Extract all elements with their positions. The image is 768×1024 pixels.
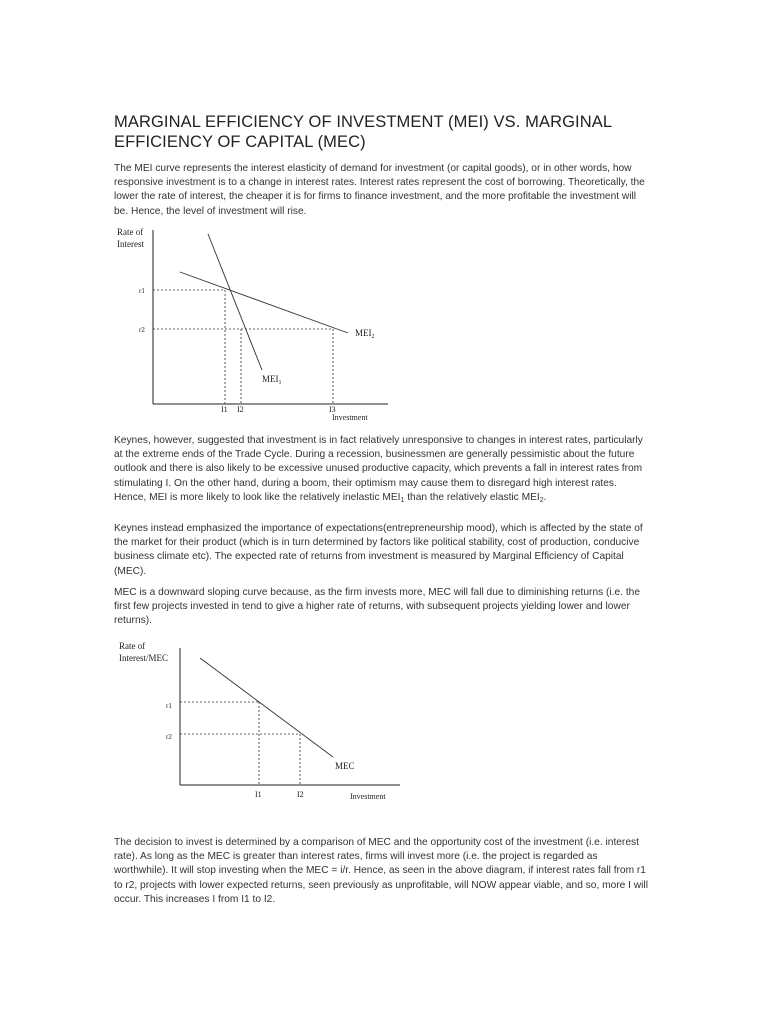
x-tick-i1: I1: [255, 790, 262, 799]
x-tick-i2: I2: [237, 405, 244, 414]
y-tick-r1: r1: [139, 287, 145, 295]
x-tick-i3: I3: [329, 405, 336, 414]
page-title: MARGINAL EFFICIENCY OF INVESTMENT (MEI) VS. MARGINAL EFFICIENCY OF CAPITAL (MEC): [114, 113, 612, 151]
x-tick-i2: I2: [297, 790, 304, 799]
mei-chart-svg: [114, 224, 414, 424]
series-label-mei1: $MEI_1$: [262, 374, 282, 386]
y-tick-r2: r2: [139, 326, 145, 334]
paragraph-expectations: Keynes instead emphasized the importance of expectations(entrepreneurship mood), which is affected by the state of the market for their product (which is in turn determined by factors like political stability, cost of production, conducive business climate etc). The expected rate of returns from investment is measured by Marginal Efficiency of Capital (MEC).: [114, 523, 643, 577]
series-mei1-line: [208, 234, 262, 370]
paragraph-mei-intro: The MEI curve represents the interest elasticity of demand for investment (or capital goods), or in other words, how responsive investment is to a change in interest rates. Interest rates represent the cost of borrowing. Theoretically, the lower the rate of interest, the cheaper it is for firms to finance investment, and the more profitable the investment will be. Hence, the level of investment will rise.: [114, 163, 645, 217]
y-axis-label-line2: Interest: [117, 239, 144, 249]
paragraph-mec: MEC is a downward sloping curve because, as the firm invests more, MEC will fall due to diminishing returns (i.e. the first few projects invested in tend to give a higher rate of returns, with subsequent projects yielding lower and lower returns).: [114, 587, 641, 627]
paragraph-keynes: Keynes, however, suggested that investment is in fact relatively unresponsive to changes in interest rates, particularly at the extreme ends of the Trade Cycle. During a recession, businessmen are generally pessimistic about the future outlook and there is also likely to be excessive unused productive capacity, which prevents a fall in interest rates from stimulating I. On the other hand, during a boom, their optimism may cause them to disregard high interest rates. Hence, MEI is more likely to look like the relatively inelastic $MEI_1$ than the relatively elastic $MEI_2$.: [114, 435, 643, 504]
figure-mei-chart: [114, 224, 414, 424]
y-tick-r1: r1: [166, 702, 172, 710]
y-axis-label-line1: Rate of: [119, 641, 146, 651]
x-axis-label: Investment: [350, 792, 386, 801]
y-axis-label-line1: Rate of: [117, 227, 144, 237]
y-tick-r2: r2: [166, 733, 172, 741]
figure-mec-chart: [114, 638, 414, 808]
series-label-mec: MEC: [335, 761, 355, 771]
series-label-mei2: $MEI_2$: [355, 328, 375, 340]
x-tick-i1: I1: [221, 405, 228, 414]
x-axis-label: Investment: [332, 413, 368, 422]
paragraph-decision: The decision to invest is determined by a comparison of MEC and the opportunity cost of the investment (i.e. interest rate). As long as the MEC is greater than interest rates, firms will invest more (i.e. the project is regarded as worthwhile). It will stop investing when the MEC = i/r. Hence, as seen in the above diagram, if interest rates fall from r1 to r2, projects with lower expected returns, seen previously as unprofitable, will NOW appear viable, and so, more I will occur. This increases I from I1 to I2.: [114, 837, 648, 905]
mec-chart-svg: [114, 638, 414, 808]
y-axis-label-line2: Interest/MEC: [119, 653, 168, 663]
series-mei2-line: [180, 272, 348, 333]
series-mec-line: [200, 658, 333, 757]
